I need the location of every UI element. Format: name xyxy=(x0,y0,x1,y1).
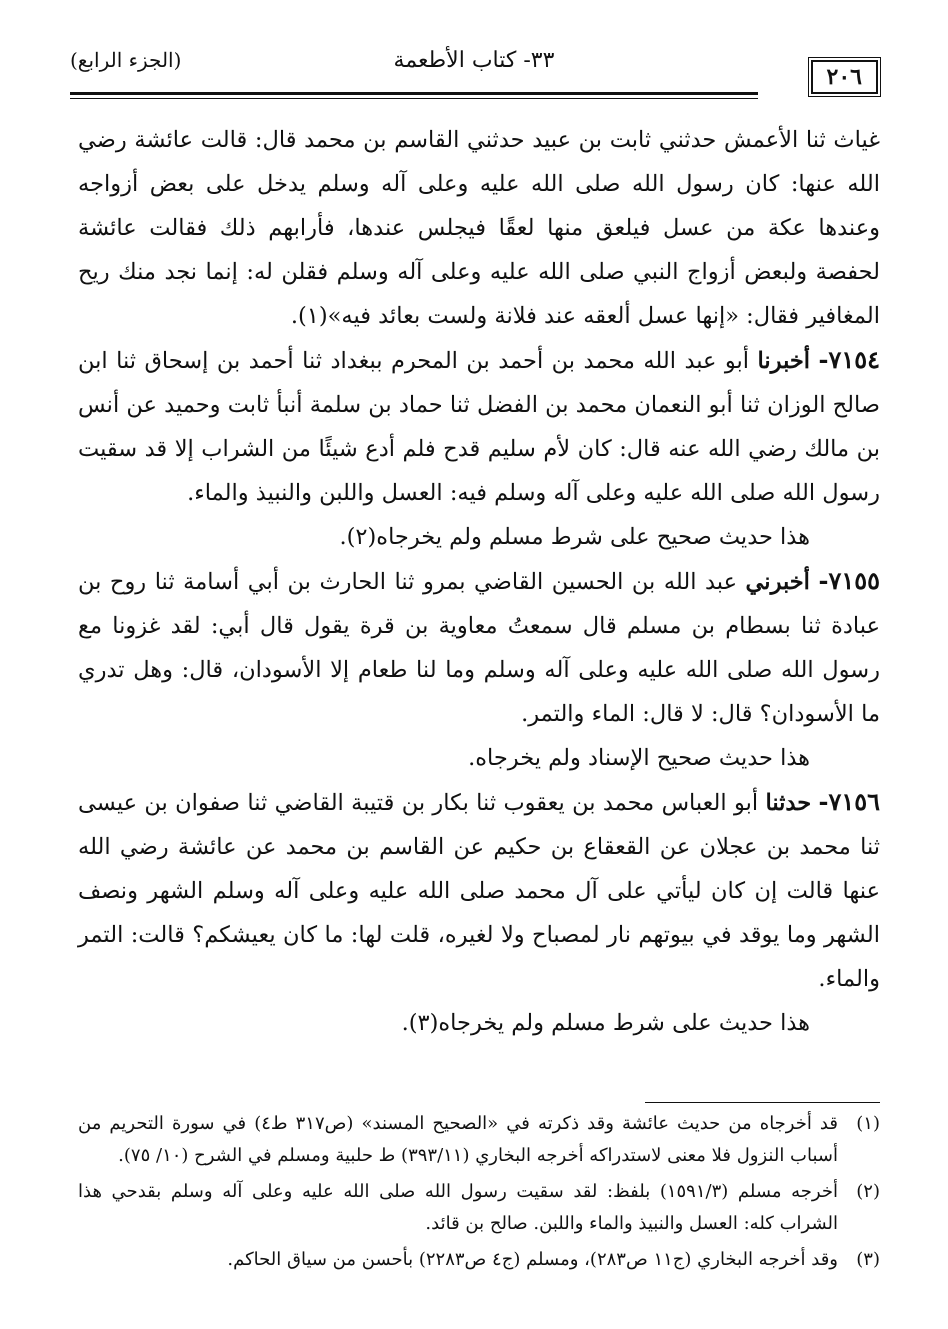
footnote-marker: (١) xyxy=(856,1113,880,1134)
hadith-number: ٧١٥٤- xyxy=(818,345,881,374)
footnote-3 xyxy=(78,1244,880,1276)
continuation-paragraph: غياث ثنا الأعمش حدثني ثابت بن عبيد حدثني القاسم بن محمد قال: قالت عائشة رضي الله عنها: كان رسول الله صلى الله عليه وعلى آله وسلم يدخل على بعض أزواجه وعندها عكة من عسل فيلعق منها لعقًا فيجلس عندها، فأرابهم ذلك فقالت عائشة لحفصة ولبعض أزواج النبي صلى الله عليه وعلى آله وسلم فقلن له: إنما نجد منك ريح المغافير فقال: «إنها عسل ألعقه عند فلانة ولست بعائد فيه»(١). xyxy=(78,127,880,329)
header-rule-thin xyxy=(70,98,758,99)
footnote-text: أخرجه مسلم (١٥٩١/٣) بلفظ: لقد سقيت رسول الله صلى الله عليه وعلى آله وسلم بقدحي هذا الشراب كله: العسل والنبيذ والماء واللبن. صالح بن قائد. xyxy=(78,1181,838,1234)
chapter-title: ٣٣- كتاب الأطعمة xyxy=(393,48,555,73)
footnote-2 xyxy=(78,1176,880,1240)
footnote-rule xyxy=(645,1102,880,1103)
volume-label: (الجزء الرابع) xyxy=(70,48,182,72)
hadith-number: ٧١٥٦- xyxy=(818,787,881,816)
hadith-number: ٧١٥٥- xyxy=(818,566,880,595)
footnote-marker: (٣) xyxy=(856,1249,880,1270)
main-text xyxy=(78,118,880,1045)
hadith-text: أبو عبد الله محمد بن أحمد بن المحرم ببغداد ثنا أحمد بن إسحاق ثنا ابن صالح الوزان ثنا أبو النعمان محمد بن الفضل ثنا حماد بن سلمة أنبأ ثابت وحميد عن أنس بن مالك رضي الله عنه قال: كان لأم سليم قدح فلم أدع شيئًا من الشراب إلا قد سقيت رسول الله صلى الله عليه وعلى آله وسلم فيه: العسل واللبن والنبيذ والماء. xyxy=(78,348,880,506)
header-rule xyxy=(70,92,758,95)
hadith-text: أبو العباس محمد بن يعقوب ثنا بكار بن قتيبة القاضي ثنا صفوان بن عيسى ثنا محمد بن عجلان عن القعقاع بن حكيم عن القاسم بن محمد عن عائشة رضي الله عنها قالت إن كان ليأتي على آل محمد صلى الله عليه وعلى آله وسلم الشهر ونصف الشهر وما يوقد في بيوتهم نار لمصباح ولا لغيره، قلت لها: ما كان يعيشكم؟ قالت: التمر والماء. xyxy=(78,790,880,992)
footnote-text: قد أخرجاه من حديث عائشة وقد ذكرته في «الصحيح المسند» (ص٣١٧ ط٤) في سورة التحريم من أسباب النزول فلا معنى لاستدراكه أخرجه البخاري (٣٩٣/١١) ط حلبية ومسلم في الشرح (١٠/ ٧٥). xyxy=(78,1113,838,1166)
page-header xyxy=(70,48,878,98)
footnote-marker: (٢) xyxy=(856,1181,880,1202)
hadith-grade: هذا حديث على شرط مسلم ولم يخرجاه(٣). xyxy=(401,1010,810,1036)
footnotes xyxy=(78,1108,880,1280)
hadith-keyword: حدثنا xyxy=(765,790,812,816)
hadith-grade: هذا حديث صحيح على شرط مسلم ولم يخرجاه(٢). xyxy=(339,524,810,550)
hadith-keyword: أخبرني xyxy=(745,569,810,595)
footnote-1 xyxy=(78,1108,880,1172)
hadith-keyword: أخبرنا xyxy=(757,348,811,374)
hadith-text: عبد الله بن الحسين القاضي بمرو ثنا الحارث بن أبي أسامة ثنا روح بن عبادة ثنا بسطام بن مسلم قال سمعتُ معاوية بن قرة يقول قال أبي: لقد غزونا مع رسول الله صلى الله عليه وعلى آله وسلم وما لنا طعام إلا الأسودان، قال: وهل تدري ما الأسودان؟ قال: لا قال: الماء والتمر. xyxy=(78,569,880,727)
hadith-7156 xyxy=(78,780,880,1001)
hadith-grade: هذا حديث صحيح الإسناد ولم يخرجاه. xyxy=(468,745,810,771)
footnote-text: وقد أخرجه البخاري (ج١١ ص٢٨٣)، ومسلم (ج٤ ص٢٢٨٣) بأحسن من سياق الحاكم. xyxy=(227,1249,838,1270)
hadith-7155 xyxy=(78,559,880,736)
hadith-7154 xyxy=(78,338,880,515)
page-number: ٢٠٦ xyxy=(811,60,878,94)
